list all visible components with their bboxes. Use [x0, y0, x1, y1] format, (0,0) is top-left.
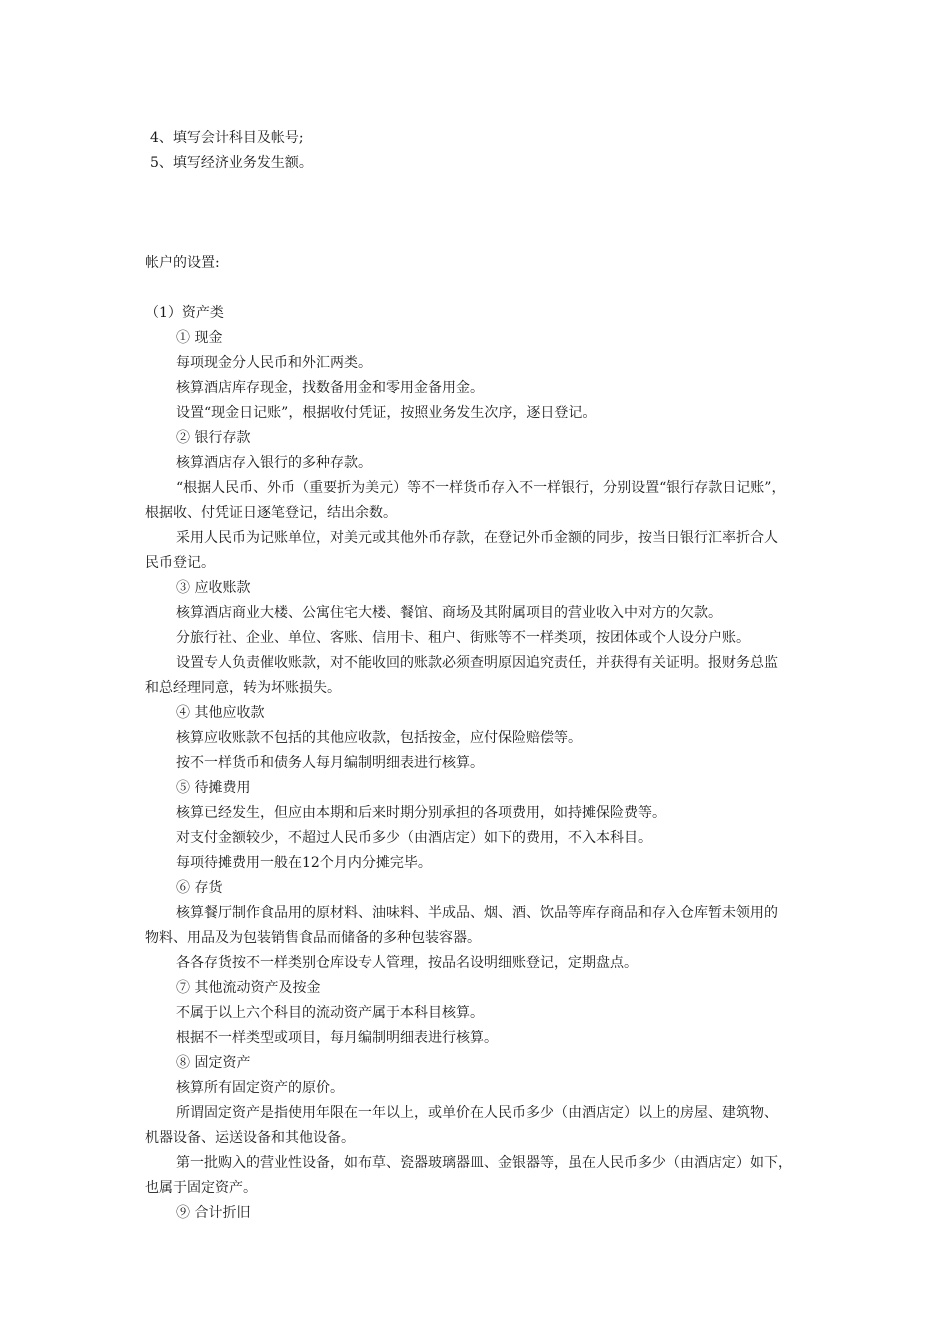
text-line: 按不一样货币和债务人每月编制明细表进行核算。: [176, 755, 484, 771]
text-line: 对支付金额较少，不超过人民币多少（由酒店定）如下的费用，不入本科目。: [176, 830, 652, 846]
subheading-accumulated-depreciation: ⑨ 合计折旧: [176, 1205, 251, 1221]
text-line: 设置“现金日记账”，根据收付凭证，按照业务发生次序，逐日登记。: [176, 405, 597, 421]
subheading-accounts-receivable: ③ 应收账款: [176, 580, 251, 596]
text-line: 物料、用品及为包装销售食品而储备的多种包装容器。: [145, 930, 481, 946]
text-line: 核算酒店库存现金，找数备用金和零用金备用金。: [176, 380, 484, 396]
subheading-cash: ① 现金: [176, 330, 223, 346]
section-title: 帐户的设置:: [145, 255, 220, 271]
text-line: 机器设备、运送设备和其他设备。: [145, 1130, 355, 1146]
text-line: 不属于以上六个科目的流动资产属于本科目核算。: [176, 1005, 484, 1021]
text-line: 各各存货按不一样类别仓库设专人管理，按品名设明细账登记，定期盘点。: [176, 955, 638, 971]
text-line: 民币登记。: [145, 555, 215, 571]
text-line: 每项现金分人民币和外汇两类。: [176, 355, 372, 371]
subheading-fixed-assets: ⑧ 固定资产: [176, 1055, 251, 1071]
subheading-bank-deposit: ② 银行存款: [176, 430, 251, 446]
text-line: 每项待摊费用一般在12个月内分摊完毕。: [176, 855, 432, 871]
text-line: 采用人民币为记账单位，对美元或其他外币存款，在登记外币金额的同步，按当日银行汇率折合人: [176, 530, 778, 546]
subheading-inventory: ⑥ 存货: [176, 880, 223, 896]
text-line: 根据不一样类型或项目，每月编制明细表进行核算。: [176, 1030, 498, 1046]
text-line: 和总经理同意，转为坏账损失。: [145, 680, 341, 696]
category-heading: （1）资产类: [145, 305, 224, 321]
text-line: 分旅行社、企业、单位、客账、信用卡、租户、街账等不一样类项，按团体或个人设分户账。: [176, 630, 750, 646]
text-line: “根据人民币、外币（重要折为美元）等不一样货币存入不一样银行，分别设置“银行存款日记账”，: [176, 480, 786, 496]
text-line: 核算应收账款不包括的其他应收款，包括按金，应付保险赔偿等。: [176, 730, 582, 746]
text-line: 核算酒店商业大楼、公寓住宅大楼、餐馆、商场及其附属项目的营业收入中对方的欠款。: [176, 605, 722, 621]
text-line: 也属于固定资产。: [145, 1180, 257, 1196]
text-line: 设置专人负责催收账款，对不能收回的账款必须查明原因追究责任，并获得有关证明。报财务总监: [176, 655, 778, 671]
text-line: 核算已经发生，但应由本期和后来时期分别承担的各项费用，如持摊保险费等。: [176, 805, 666, 821]
text-line: 核算酒店存入银行的多种存款。: [176, 455, 372, 471]
text-line: 核算餐厅制作食品用的原材料、油味料、半成品、烟、酒、饮品等库存商品和存入仓库暂未领用的: [176, 905, 778, 921]
text-line: 所谓固定资产是指使用年限在一年以上，或单价在人民币多少（由酒店定）以上的房屋、建筑物、: [176, 1105, 778, 1121]
text-line: 核算所有固定资产的原价。: [176, 1080, 344, 1096]
step-5: 5、填写经济业务发生额。: [150, 155, 313, 171]
subheading-other-current-assets: ⑦ 其他流动资产及按金: [176, 980, 321, 996]
text-line: 根据收、付凭证日逐笔登记，结出余数。: [145, 505, 397, 521]
step-4: 4、填写会计科目及帐号;: [150, 130, 304, 146]
subheading-prepaid-expenses: ⑤ 待摊费用: [176, 780, 251, 796]
subheading-other-receivables: ④ 其他应收款: [176, 705, 265, 721]
text-line: 第一批购入的营业性设备，如布草、瓷器玻璃器皿、金银器等，虽在人民币多少（由酒店定）如下，: [176, 1155, 792, 1171]
